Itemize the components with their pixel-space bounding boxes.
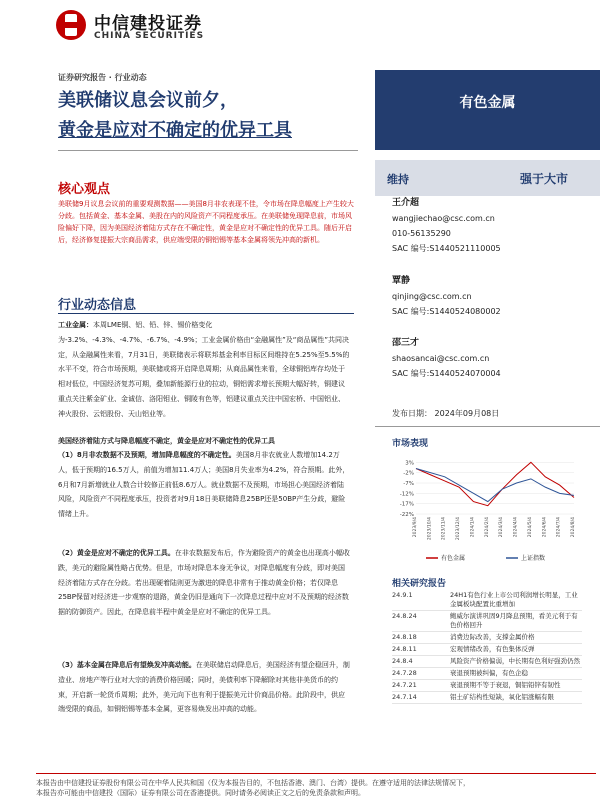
x-tick-label: 2024/7/4 [556, 517, 562, 538]
related-report-date: 24.8.24 [392, 611, 450, 632]
related-report-date: 24.8.18 [392, 632, 450, 644]
y-tick-label: -7% [403, 481, 414, 487]
related-report-title[interactable]: 衰退预期被纠偏，有色企稳 [450, 668, 582, 680]
analyst-card [392, 336, 501, 381]
paragraph-lead: （1）8月非农数据不及预期，增加降息幅度的不确定性。 [58, 451, 236, 459]
y-tick-label: 3% [405, 460, 414, 467]
x-tick-label: 2023/11/4 [441, 517, 447, 541]
paragraph-lead: 工业金属： [58, 321, 93, 329]
related-report-title[interactable]: 鲍威尔演讲巩固9月降息预期，看美元利于有色价格回升 [450, 611, 582, 632]
paragraph-gold [58, 546, 350, 620]
core-view-heading: 核心观点 [58, 182, 111, 197]
x-tick-label: 2024/3/4 [499, 517, 505, 538]
rating-bar [375, 160, 600, 196]
x-tick-label: 2024/6/4 [542, 517, 548, 538]
related-report-row[interactable] [392, 680, 582, 692]
paragraph-lead: （2）黄金是应对不确定的优异工具。 [58, 549, 175, 557]
related-report-row[interactable] [392, 590, 582, 611]
related-report-row[interactable] [392, 632, 582, 644]
industry-news-heading: 行业动态信息 [58, 298, 137, 313]
related-report-date: 24.8.4 [392, 656, 450, 668]
related-reports-table [392, 590, 582, 704]
analyst-sac: SAC 编号:S1440521110005 [392, 244, 501, 253]
analyst-sac: SAC 编号:S1440524070004 [392, 369, 501, 378]
y-tick-label: -22% [399, 512, 414, 518]
related-report-date: 24.7.28 [392, 668, 450, 680]
related-report-date: 24.7.21 [392, 680, 450, 692]
disclaimer [36, 778, 596, 798]
analyst-email: wangjiechao@csc.com.cn [392, 214, 495, 223]
legend-label: 有色金属 [441, 555, 466, 562]
disclaimer-line: 本报告由中信建投证券股份有限公司在中华人民共和国（仅为本报告目的，不包括香港、澳门、台湾）提供。在遵守适用的法律法规情况下， [36, 779, 470, 787]
market-performance-chart [392, 448, 582, 563]
related-report-row[interactable] [392, 656, 582, 668]
divider [58, 313, 354, 314]
core-view-body: 美联储9月议息会议前的重要观测数据——美国8月非农表现不佳，令市场在降息幅度上产生较大分歧。包括黄金、基本金属、美股在内的风险资产不同程度承压。在美联储免现降息前，市场风险偏好下降，因为美国经济着陆方式存在不确定性，黄金是应对不确定性的优异工具。随后开启后，经济修复提振大宗商品需求，供应端受限的铜铝锡等基本金属将领先冲高的新机。 [58, 200, 354, 244]
disclaimer-line: 本报告亦可能由中信建投（国际）证券有限公司在香港提供。同时请务必阅读正文之后的免责条款和声明。 [36, 789, 365, 797]
paragraph-text: 本周LME铜、铝、铅、锌、锡价格变化为-3.2%、-4.3%、-4.7%、-6.7%、-4.9%；工业金属价格由“金融属性”及“商品属性”共同决定，从金融属性来看，7月31日，美联储表示将联邦基金利率目标区间维持在5.25%至5.5%的水平不变，符合市场预期，美联储或将开启降息周期；从商品属性来看，全球铜铝库存均处于相对低位，中国经济复苏可期，叠加新能源行业的拉动，铜铝需求增长预期大幅好转，铜建议重点关注紫金矿业、金诚信、洛阳钼业、铜陵有色等，铝建议重点关注中国宏桥、中国铝业、神火股份、云铝股份、天山铝业等。 [58, 321, 350, 418]
analyst-name: 覃静 [392, 276, 411, 286]
rating-value: 强于大市 [520, 172, 569, 186]
divider [58, 150, 358, 151]
related-report-date: 24.9.1 [392, 590, 450, 611]
paragraph-text: 美国8月非农就业人数增加14.2万人，低于预期的16.5万人，前值为增加11.4万人；美国8月失业率为4.2%，符合预期。此外，6月和7月新增就业人数合计较修正前低8.6万人。就业数据不及预期，市场担心美国经济着陆风险，风险资产不同程度承压，投资者对9月18日美联储降息25BP还是50BP产生分歧，避险情绪上升。 [58, 451, 350, 519]
paragraph-industrial-metals [58, 318, 350, 422]
x-tick-label: 2024/4/4 [513, 517, 519, 538]
x-tick-label: 2023/10/4 [427, 517, 433, 541]
market-performance-heading: 市场表现 [392, 439, 429, 449]
paragraph-nonfarm [58, 448, 350, 522]
analyst-email: qinjing@csc.com.cn [392, 292, 472, 301]
related-report-title[interactable]: 消费边际改善，支撑金属价格 [450, 632, 582, 644]
analyst-phone: 010-56135290 [392, 229, 451, 238]
related-report-title[interactable]: 风险资产价格偏弱，中长期有色利好强劲仍然 [450, 656, 582, 668]
related-report-row[interactable] [392, 644, 582, 656]
analyst-sac: SAC 编号:S1440524080002 [392, 307, 501, 316]
series-line [416, 462, 574, 505]
related-report-row[interactable] [392, 668, 582, 680]
x-tick-label: 2024/8/4 [571, 517, 576, 538]
x-tick-label: 2023/9/4 [413, 517, 418, 538]
x-tick-label: 2024/1/4 [470, 517, 476, 538]
paragraph-text: 在美联储启动降息后，美国经济有望企稳回升，制造业、房地产等行业对大宗的消费价格回暖；同时，美债利率下降解除对其他非美货币的约束，开启新一轮货币周期；此外，美元向下也有利于提振美元计价商品价格。此阶段中，供应端受限的商品，如铜铝锡等基本金属，更容易焕发出冲高的动能。 [58, 661, 350, 714]
related-report-date: 24.8.11 [392, 644, 450, 656]
subsection-title: 美国经济着陆方式与降息幅度不确定，黄金是应对不确定性的优异工具 [58, 437, 275, 445]
analyst-name: 王介超 [392, 198, 420, 208]
y-tick-label: -2% [403, 470, 414, 477]
legend-label: 上证指数 [521, 555, 546, 562]
analyst-card [392, 196, 501, 256]
related-reports-heading: 相关研究报告 [392, 579, 447, 589]
y-tick-label: -12% [399, 491, 414, 498]
sector-label: 有色金属 [459, 95, 516, 111]
logo-subtext: CHINA SECURITIES [94, 31, 205, 41]
related-report-date: 24.7.14 [392, 692, 450, 704]
logo-text: 中信建投证券 [94, 14, 202, 34]
paragraph-text: 在非农数据发布后，作为避险资产的黄金也出现高小幅收跌，美元的避险属性略占优势。但是，市场对降息本身无争议，对降息幅度有分歧，即对美国经济着陆方式存在分歧。若出现硬着陆则更为激进的降息非常有于推动黄金价格；若仅降息25BP保留对经济进一步观察的退路，黄金仍旧是通向下一次降息过程中应对不及预期的经济数据的防御资产。因此，在降息前半程中黄金是应对不确定的优异工具。 [58, 549, 350, 617]
divider [375, 426, 600, 427]
analyst-card [392, 274, 501, 319]
analyst-email: shaosancai@csc.com.cn [392, 354, 490, 363]
x-tick-label: 2023/12/4 [456, 517, 462, 541]
related-report-title[interactable]: 衰退预期不等于衰退，铜铝铅锌有韧性 [450, 680, 582, 692]
y-tick-label: -17% [399, 501, 414, 508]
related-report-row[interactable] [392, 692, 582, 704]
divider [36, 773, 596, 774]
logo-icon [56, 10, 86, 40]
sector-banner [375, 70, 600, 150]
related-report-title[interactable]: 24H1有色行业上市公司利润增长明显，工业金属板块配置比重增加 [450, 590, 582, 611]
rating-label: 维持 [387, 173, 409, 186]
analyst-name: 邵三才 [392, 338, 420, 348]
report-title-line2: 黄金是应对不确定的优异工具 [58, 120, 292, 141]
paragraph-base-metals [58, 658, 350, 717]
paragraph-lead: （3）基本金属在降息后有望焕发冲高动能。 [58, 661, 196, 669]
series-line [416, 469, 574, 502]
x-tick-label: 2024/2/4 [484, 517, 490, 538]
x-tick-label: 2024/5/4 [527, 517, 533, 538]
related-report-title[interactable]: 铝土矿结构性短缺，氧化铝涨幅有限 [450, 692, 582, 704]
related-report-title[interactable]: 宏观情绪改善，有色集体反弹 [450, 644, 582, 656]
report-title-line1: 美联储议息会议前夕， [58, 90, 238, 111]
publish-date: 发布日期： 2024年09月08日 [392, 409, 500, 418]
related-report-row[interactable] [392, 611, 582, 632]
breadcrumb: 证券研究报告 · 行业动态 [58, 73, 147, 82]
